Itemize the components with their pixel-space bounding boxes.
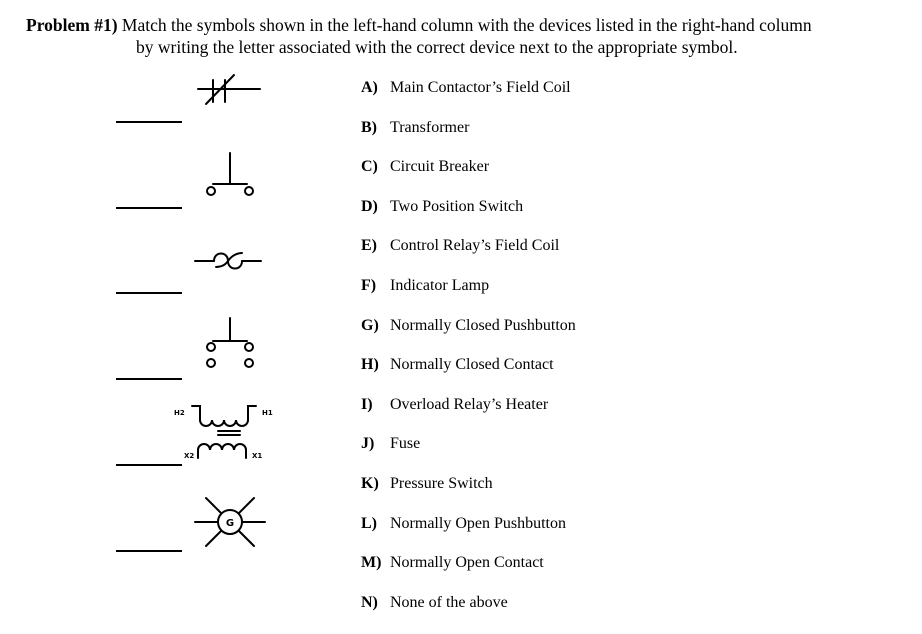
normally-open-pushbutton-icon (170, 148, 290, 212)
option-i (361, 395, 576, 435)
symbol-5 (170, 398, 290, 462)
transformer-label-h2: H2 (174, 409, 185, 417)
option-letter: C) (361, 158, 378, 176)
answer-blank-4[interactable] (116, 378, 182, 380)
option-n (361, 593, 576, 633)
option-j (361, 434, 576, 474)
transformer-label-h1: H1 (262, 409, 273, 417)
option-h (361, 355, 576, 395)
problem-statement (26, 14, 906, 58)
transformer-icon (170, 398, 290, 468)
option-e (361, 236, 576, 276)
option-letter: K) (361, 474, 379, 492)
option-text: Two Position Switch (390, 197, 524, 215)
option-text: Normally Closed Contact (390, 356, 554, 374)
option-text: Normally Open Contact (390, 554, 544, 572)
two-position-switch-icon (170, 313, 290, 377)
option-text: Circuit Breaker (390, 158, 490, 176)
option-letter: J) (361, 435, 375, 453)
option-c (361, 157, 576, 197)
transformer-label-x2: X2 (184, 452, 195, 460)
option-letter: I) (361, 395, 373, 413)
option-a (361, 78, 576, 118)
option-letter: A) (361, 79, 378, 96)
symbol-6 (170, 490, 290, 554)
option-f (361, 276, 576, 316)
option-text: Pressure Switch (390, 474, 493, 492)
option-text: Fuse (390, 435, 421, 453)
option-d (361, 197, 576, 237)
option-k (361, 474, 576, 514)
option-text: Transformer (390, 118, 470, 136)
option-g (361, 316, 576, 356)
option-letter: B) (361, 118, 377, 136)
option-text: Overload Relay’s Heater (390, 395, 549, 413)
symbol-1 (170, 70, 290, 134)
symbol-3 (170, 231, 290, 295)
option-letter: D) (361, 197, 378, 215)
option-text: None of the above (390, 593, 508, 611)
option-m (361, 553, 576, 593)
option-letter: F) (361, 276, 377, 294)
problem-label: Problem #1) (26, 15, 118, 35)
option-letter: H) (361, 356, 379, 374)
option-text: Normally Closed Pushbutton (390, 316, 576, 334)
option-l (361, 514, 576, 554)
overload-heater-icon (170, 231, 290, 295)
option-letter: G) (361, 316, 379, 334)
symbol-4 (170, 313, 290, 377)
option-text: Control Relay’s Field Coil (390, 237, 560, 255)
problem-text-line1: Match the symbols shown in the left-hand column with the devices listed in the right-hand column (121, 15, 812, 35)
device-options-list (361, 78, 576, 632)
option-text: Normally Open Pushbutton (390, 514, 566, 532)
option-text: Main Contactor’s Field Coil (390, 79, 571, 96)
indicator-lamp-icon (170, 490, 290, 554)
problem-text-line2: by writing the letter associated with the correct device next to the appropriate symbol. (136, 37, 738, 57)
lamp-letter: G (225, 518, 235, 529)
symbol-2 (170, 148, 290, 212)
normally-closed-contact-icon (170, 70, 290, 134)
option-letter: L) (361, 514, 377, 532)
option-text: Indicator Lamp (390, 276, 490, 294)
option-letter: N) (361, 593, 378, 611)
option-b (361, 118, 576, 158)
option-letter: E) (361, 237, 377, 255)
transformer-label-x1: X1 (252, 452, 263, 460)
option-letter: M) (361, 554, 382, 572)
